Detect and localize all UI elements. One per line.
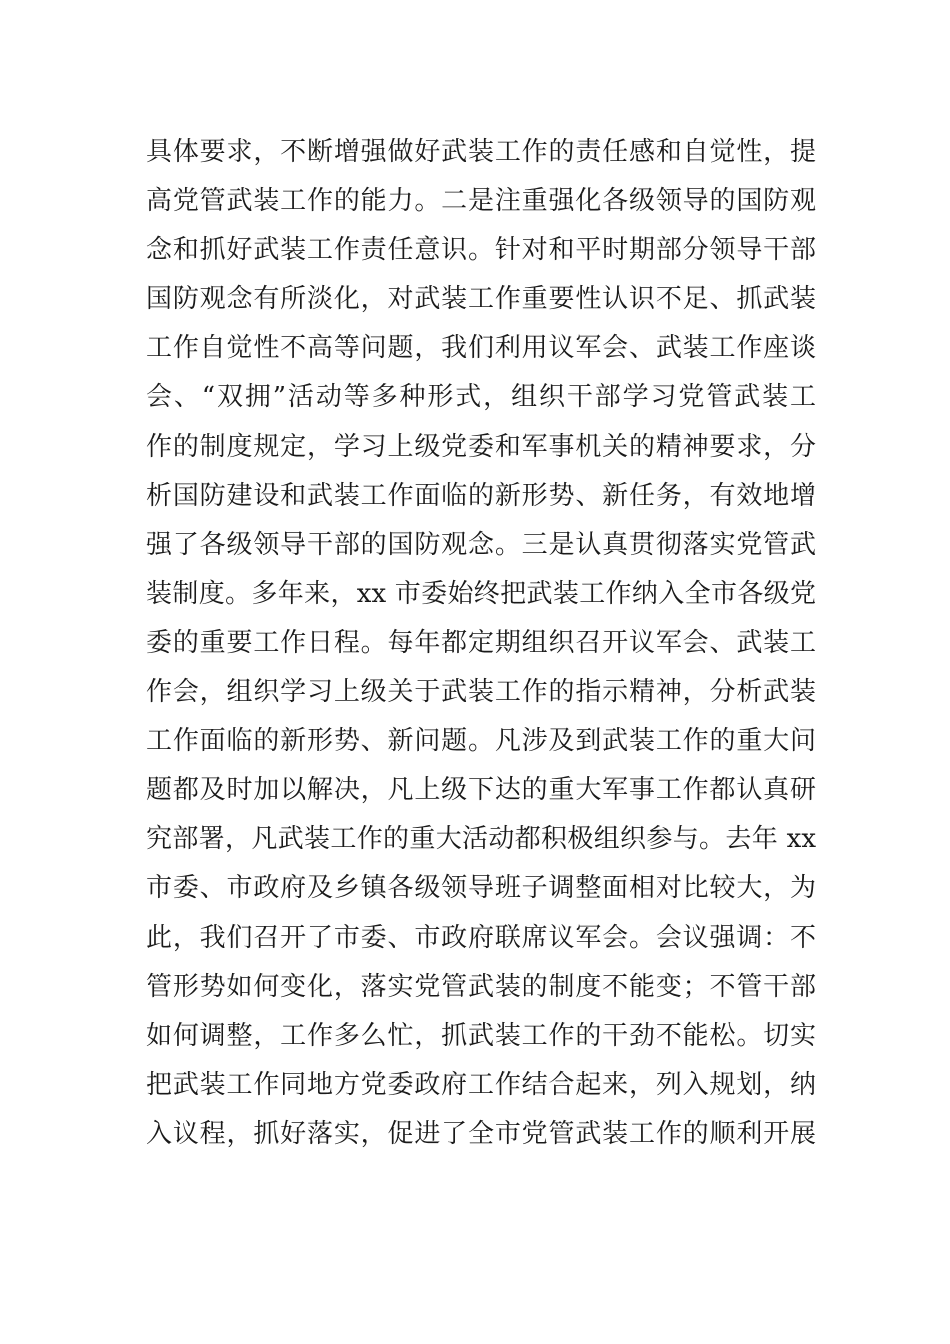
text-line: 管形势如何变化，落实党管武装的制度不能变；不管干部 — [146, 971, 816, 1002]
text-line: 作的制度规定，学习上级党委和军事机关的精神要求，分 — [146, 431, 816, 462]
text-line: 高党管武装工作的能力。二是注重强化各级领导的国防观 — [146, 186, 816, 217]
text-line: 念和抓好武装工作责任意识。针对和平时期部分领导干部 — [146, 235, 816, 266]
text-line: 国防观念有所淡化，对武装工作重要性认识不足、抓武装 — [146, 284, 816, 315]
text-line: 作会，组织学习上级关于武装工作的指示精神，分析武装 — [146, 677, 816, 708]
text-line: 析国防建设和武装工作面临的新形势、新任务，有效地增 — [146, 480, 816, 511]
text-line: 此，我们召开了市委、市政府联席议军会。会议强调：不 — [146, 922, 816, 953]
text-line: 如何调整，工作多么忙，抓武装工作的干劲不能松。切实 — [146, 1020, 816, 1051]
text-line: 委的重要工作日程。每年都定期组织召开议军会、武装工 — [146, 627, 816, 658]
text-line: 把武装工作同地方党委政府工作结合起来，列入规划，纳 — [146, 1069, 816, 1100]
text-line: 会、“双拥”活动等多种形式，组织干部学习党管武装工 — [146, 382, 816, 413]
text-line: 题都及时加以解决，凡上级下达的重大军事工作都认真研 — [146, 775, 816, 806]
text-line: 市委、市政府及乡镇各级领导班子调整面相对比较大，为 — [146, 873, 816, 904]
body-paragraph — [146, 128, 816, 1159]
text-line: 装制度。多年来，xx 市委始终把武装工作纳入全市各级党 — [146, 578, 816, 609]
text-line: 究部署，凡武装工作的重大活动都积极组织参与。去年 xx — [146, 824, 816, 855]
text-line: 强了各级领导干部的国防观念。三是认真贯彻落实党管武 — [146, 529, 816, 560]
text-line: 工作面临的新形势、新问题。凡涉及到武装工作的重大问 — [146, 726, 816, 757]
text-line: 入议程，抓好落实，促进了全市党管武装工作的顺利开展 — [146, 1118, 816, 1149]
text-line: 工作自觉性不高等问题，我们利用议军会、武装工作座谈 — [146, 333, 816, 364]
text-line: 具体要求，不断增强做好武装工作的责任感和自觉性，提 — [146, 137, 816, 167]
